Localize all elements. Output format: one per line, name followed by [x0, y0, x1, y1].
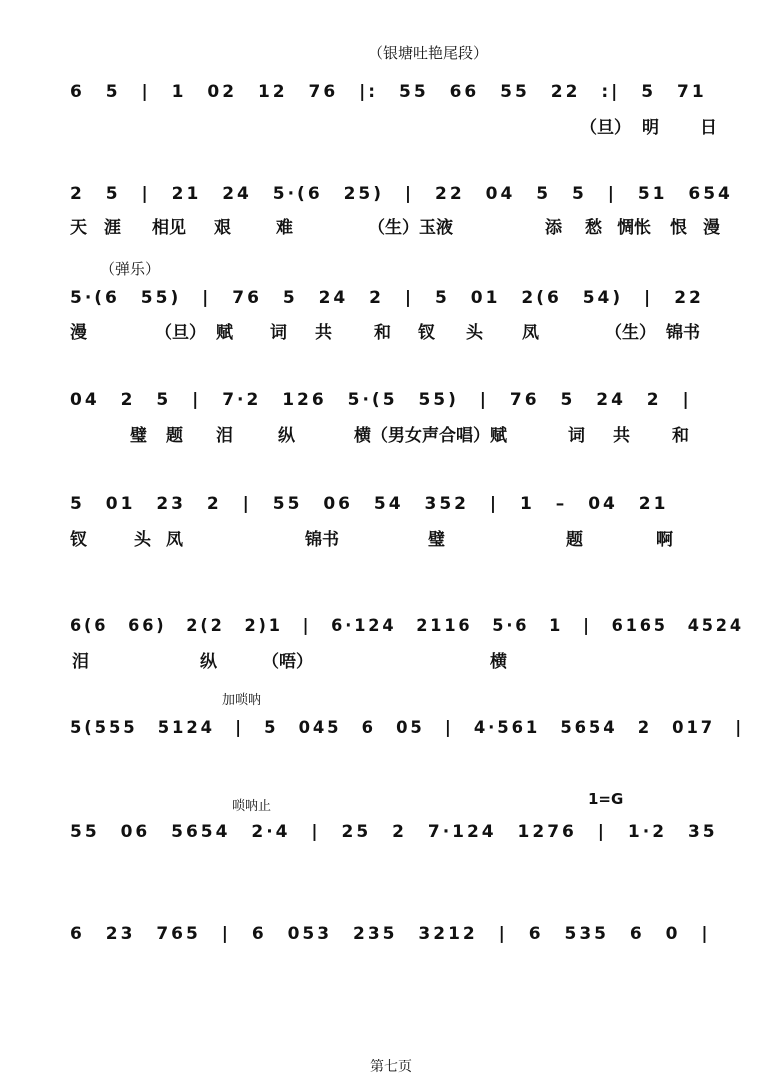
lyric: （旦）: [155, 323, 206, 343]
notes-line: 6 23 765 | 6 053 235 3212 | 6 535 6 0 |: [70, 924, 711, 944]
lyric: （唔）: [262, 652, 313, 672]
lyric: 钗: [418, 323, 435, 343]
notes-line: 2 5 | 21 24 5·(6 25) | 22 04 5 5 | 51 654: [70, 184, 733, 204]
lyric: 璧: [428, 530, 445, 550]
lyrics-line: [0, 532, 784, 556]
key-signature: 1=G: [588, 790, 624, 808]
page-footer: 第七页: [370, 1059, 412, 1075]
suona-stop-annotation: 唢呐止: [232, 799, 272, 814]
lyric: 涯: [104, 218, 121, 238]
lyric: 凤: [166, 530, 183, 550]
lyrics-line: [0, 325, 784, 349]
lyric: 题: [166, 426, 183, 446]
lyric: 词: [568, 426, 585, 446]
lyric: （生）: [605, 323, 656, 343]
lyric: 锦书: [305, 530, 339, 550]
notes-line: 04 2 5 | 7·2 126 5·(5 55) | 76 5 24 2 |: [70, 390, 692, 410]
lyric: 恨: [670, 218, 687, 238]
lyric: 横: [490, 652, 507, 672]
lyric: 泪: [216, 426, 233, 446]
lyric: 愁: [585, 218, 602, 238]
lyric: 天: [70, 218, 87, 238]
lyric: 共: [315, 323, 332, 343]
notes-line: 5 01 23 2 | 55 06 54 352 | 1 – 04 21: [70, 494, 669, 514]
lyric: 艰: [214, 218, 231, 238]
lyric: 纵: [278, 426, 295, 446]
lyric: 钗: [70, 530, 87, 550]
lyric: 头: [466, 323, 483, 343]
lyric: 横（男女声合唱）赋: [354, 426, 507, 446]
lyric: 锦书: [666, 323, 700, 343]
lyric: （生）玉液: [368, 218, 453, 238]
lyric: 难: [276, 218, 293, 238]
lyric: 题: [566, 530, 583, 550]
lyric: 赋: [216, 323, 233, 343]
notes-line: 6 5 | 1 02 12 76 |: 55 66 55 22 :| 5 71: [70, 82, 707, 102]
notes-line: 5(555 5124 | 5 045 6 05 | 4·561 5654 2 017 |: [70, 718, 745, 738]
lyric: 共: [613, 426, 630, 446]
lyrics-line: [0, 120, 784, 144]
section-title: （银塘吐艳尾段）: [368, 44, 489, 62]
lyric: 头: [134, 530, 151, 550]
lyric: 日: [700, 118, 717, 138]
lyric: 泪: [72, 652, 89, 672]
lyrics-line: [0, 654, 784, 678]
lyric: 漫: [70, 323, 87, 343]
add-suona-annotation: 加唢呐: [222, 693, 262, 708]
tanyue-annotation: （弹乐）: [100, 260, 161, 278]
lyric: 相见: [152, 218, 186, 238]
lyric: 璧: [130, 426, 147, 446]
lyric: 词: [270, 323, 287, 343]
notes-line: 6(6 66) 2(2 2)1 | 6·124 2116 5·6 1 | 6165 4524: [70, 616, 744, 636]
lyrics-line: [0, 428, 784, 452]
lyric: 凤: [522, 323, 539, 343]
lyric: 和: [672, 426, 689, 446]
lyric: 漫: [703, 218, 720, 238]
notes-line: 5·(6 55) | 76 5 24 2 | 5 01 2(6 54) | 22: [70, 288, 704, 308]
notes-line: 55 06 5654 2·4 | 25 2 7·124 1276 | 1·2 35: [70, 822, 718, 842]
lyric: 啊: [656, 530, 673, 550]
lyric: 惆怅: [617, 218, 651, 238]
lyric: 添: [545, 218, 562, 238]
lyrics-line: [0, 220, 784, 244]
lyric: 纵: [200, 652, 217, 672]
lyric: （旦）: [580, 118, 631, 138]
lyric: 和: [374, 323, 391, 343]
lyric: 明: [642, 118, 659, 138]
